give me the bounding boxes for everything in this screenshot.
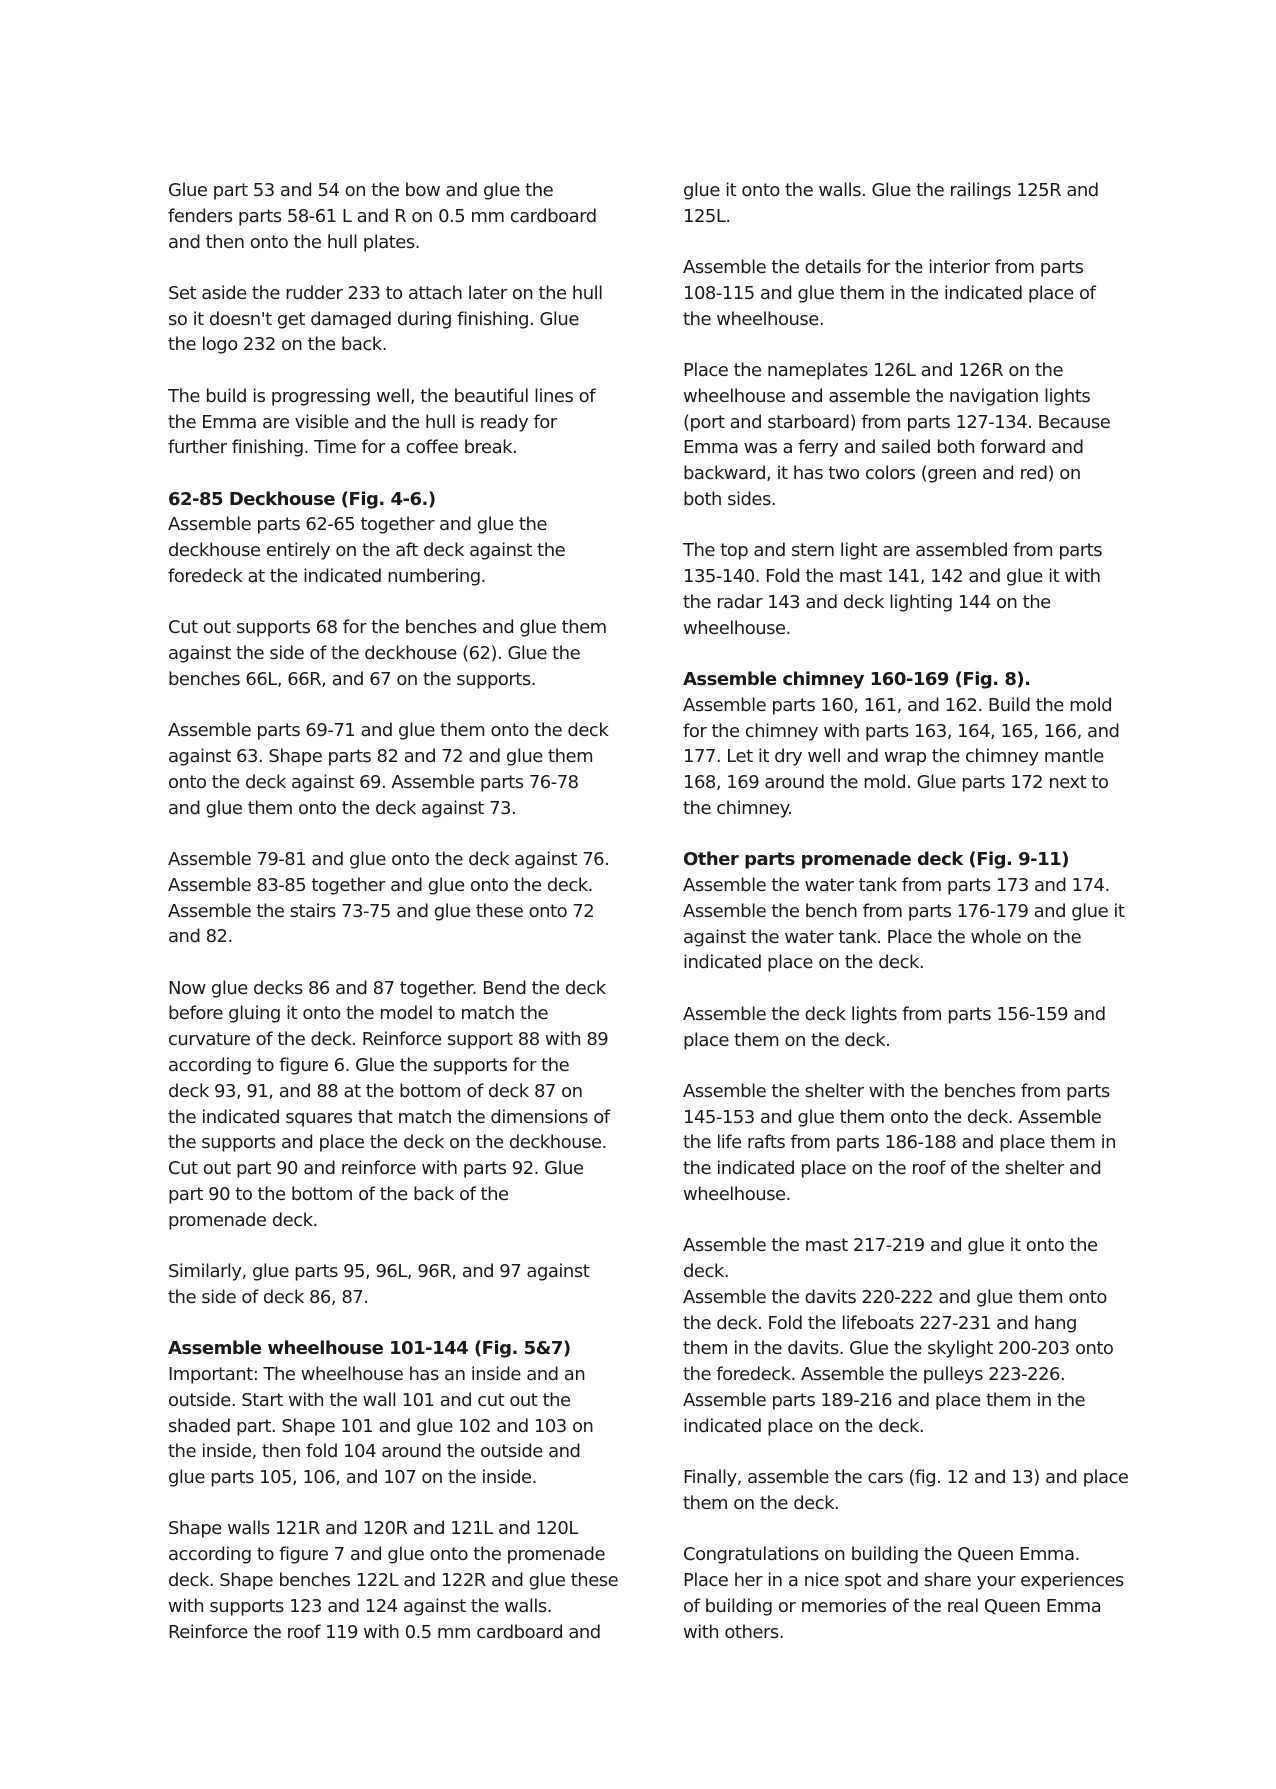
text-line: shaded part. Shape 101 and glue 102 and 103 on [168, 1415, 594, 1437]
text-line: the chimney. [683, 797, 793, 819]
text-line: 135-140. Fold the mast 141, 142 and glue it with [683, 566, 1101, 588]
text-line: the radar 143 and deck lighting 144 on the [683, 591, 1051, 613]
text-line: Assemble the mast 217-219 and glue it onto the [683, 1235, 1098, 1257]
paragraph [168, 1336, 628, 1491]
text-line: outside. Start with the wall 101 and cut out the [168, 1389, 571, 1411]
paragraph [168, 178, 628, 255]
text-line: 145-153 and glue them onto the deck. Assemble [683, 1106, 1102, 1128]
text-line: the indicated place on the roof of the shelter and [683, 1158, 1102, 1180]
text-line: against 63. Shape parts 82 and 72 and glue them [168, 746, 594, 768]
paragraph [683, 847, 1133, 976]
text-line: Cut out part 90 and reinforce with parts 92. Glue [168, 1158, 584, 1180]
text-line: deck. [683, 1261, 730, 1283]
text-line: the deck. Fold the lifeboats 227-231 and hang [683, 1312, 1077, 1334]
paragraph [168, 487, 628, 590]
paragraph [168, 1259, 628, 1311]
text-line: Assemble the bench from parts 176-179 and glue it [683, 900, 1125, 922]
text-line: promenade deck. [168, 1209, 318, 1231]
text-line: 108-115 and glue them in the indicated place of [683, 282, 1096, 304]
section-heading: Assemble wheelhouse 101-144 (Fig. 5&7) [168, 1338, 571, 1360]
text-line: indicated place on the deck. [683, 952, 925, 974]
text-line: Emma was a ferry and sailed both forward and [683, 437, 1084, 459]
text-line: the life rafts from parts 186-188 and place them in [683, 1132, 1116, 1154]
text-line: Important: The wheelhouse has an inside and an [168, 1363, 586, 1385]
text-line: deck 93, 91, and 88 at the bottom of deck 87 on [168, 1080, 583, 1102]
text-line: 168, 169 around the mold. Glue parts 172 next to [683, 772, 1109, 794]
paragraph [683, 1465, 1133, 1517]
text-line: Assemble 79-81 and glue onto the deck against 76. [168, 848, 610, 870]
text-line: the supports and place the deck on the deckhouse. [168, 1132, 607, 1154]
text-line: further finishing. Time for a coffee break. [168, 437, 518, 459]
paragraph [168, 615, 628, 692]
text-line: foredeck at the indicated numbering. [168, 566, 486, 588]
paragraph [683, 178, 1133, 230]
text-line: Assemble the shelter with the benches from parts [683, 1080, 1110, 1102]
text-line: Assemble parts 69-71 and glue them onto the deck [168, 720, 609, 742]
text-line: against the water tank. Place the whole on the [683, 926, 1082, 948]
paragraph [683, 1079, 1133, 1208]
text-line: benches 66L, 66R, and 67 on the supports. [168, 668, 536, 690]
paragraph [683, 255, 1133, 332]
text-line: glue it onto the walls. Glue the railings 125R and [683, 180, 1099, 201]
text-line: fenders parts 58-61 L and R on 0.5 mm cardboard [168, 205, 597, 227]
text-line: The top and stern light are assembled from parts [683, 540, 1103, 562]
text-line: Assemble the davits 220-222 and glue them onto [683, 1286, 1107, 1308]
text-line: the wheelhouse. [683, 308, 825, 330]
text-line: wheelhouse and assemble the navigation lights [683, 385, 1091, 407]
text-line: The build is progressing well, the beautiful lines of [168, 385, 595, 407]
text-line: curvature of the deck. Reinforce support 88 with 89 [168, 1029, 609, 1051]
text-line: the foredeck. Assemble the pulleys 223-226. [683, 1364, 1066, 1386]
paragraph [168, 1516, 628, 1645]
text-line: Now glue decks 86 and 87 together. Bend the deck [168, 977, 606, 999]
paragraph [168, 976, 628, 1234]
text-line: glue parts 105, 106, and 107 on the inside. [168, 1467, 537, 1489]
text-line: Assemble parts 62-65 together and glue the [168, 514, 547, 536]
text-line: Assemble parts 189-216 and place them in the [683, 1390, 1086, 1412]
text-line: Congratulations on building the Queen Emma. [683, 1544, 1080, 1566]
text-line: according to figure 7 and glue onto the promenade [168, 1544, 606, 1566]
text-line: and glue them onto the deck against 73. [168, 797, 517, 819]
paragraph [683, 1233, 1133, 1439]
text-line: the side of deck 86, 87. [168, 1286, 369, 1308]
text-line: so it doesn't get damaged during finishing. Glue [168, 308, 579, 330]
paragraph [683, 667, 1133, 822]
text-line: Similarly, glue parts 95, 96L, 96R, and 97 against [168, 1261, 590, 1283]
text-line: Assemble parts 160, 161, and 162. Build the mold [683, 694, 1113, 716]
text-line: (port and starboard) from parts 127-134. Because [683, 411, 1111, 433]
text-line: with others. [683, 1621, 784, 1643]
text-line: place them on the deck. [683, 1029, 891, 1051]
paragraph [683, 358, 1133, 513]
section-heading: Assemble chimney 160-169 (Fig. 8). [683, 668, 1031, 690]
paragraph [168, 847, 628, 950]
text-line: wheelhouse. [683, 1184, 791, 1205]
text-line: deckhouse entirely on the aft deck against the [168, 540, 566, 562]
text-line: with supports 123 and 124 against the walls. [168, 1595, 553, 1617]
paragraph [168, 281, 628, 358]
text-line: Shape walls 121R and 120R and 121L and 120L [168, 1518, 578, 1540]
left-column [168, 178, 628, 1671]
paragraph [683, 1542, 1133, 1645]
text-line: the indicated squares that match the dimensions of [168, 1106, 610, 1128]
text-line: the logo 232 on the back. [168, 334, 387, 356]
paragraph [168, 718, 628, 821]
text-line: Place her in a nice spot and share your experiences [683, 1570, 1124, 1592]
section-heading: 62-85 Deckhouse (Fig. 4-6.) [168, 488, 436, 510]
paragraph [168, 384, 628, 461]
text-line: Reinforce the roof 119 with 0.5 mm cardboard and [168, 1621, 601, 1643]
text-line: according to figure 6. Glue the supports for the [168, 1055, 570, 1077]
text-line: Assemble the details for the interior from parts [683, 257, 1084, 279]
paragraph [683, 538, 1133, 641]
paragraph [683, 1002, 1133, 1054]
right-column [683, 178, 1133, 1671]
text-line: them on the deck. [683, 1492, 840, 1514]
text-line: part 90 to the bottom of the back of the [168, 1184, 509, 1205]
text-line: against the side of the deckhouse (62). Glue the [168, 643, 581, 665]
text-line: deck. Shape benches 122L and 122R and glue these [168, 1570, 619, 1592]
section-heading: Other parts promenade deck (Fig. 9-11) [683, 849, 1069, 871]
text-line: 177. Let it dry well and wrap the chimney mantle [683, 746, 1104, 768]
text-line: both sides. [683, 488, 777, 510]
text-line: Assemble the stairs 73-75 and glue these onto 72 [168, 900, 595, 922]
text-line: them in the davits. Glue the skylight 200-203 onto [683, 1338, 1114, 1360]
text-line: onto the deck against 69. Assemble parts 76-78 [168, 771, 579, 793]
text-line: for the chimney with parts 163, 164, 165, 166, and [683, 720, 1120, 742]
text-line: Assemble 83-85 together and glue onto the deck. [168, 874, 593, 896]
text-line: backward, it has two colors (green and red) on [683, 463, 1081, 485]
text-line: Assemble the water tank from parts 173 and 174. [683, 875, 1110, 897]
text-line: the inside, then fold 104 around the outside and [168, 1441, 581, 1463]
text-line: Set aside the rudder 233 to attach later on the hull [168, 282, 603, 304]
text-line: Assemble the deck lights from parts 156-159 and [683, 1003, 1106, 1025]
text-line: wheelhouse. [683, 617, 791, 639]
text-line: and 82. [168, 926, 233, 948]
text-line: 125L. [683, 205, 731, 227]
text-line: indicated place on the deck. [683, 1415, 925, 1437]
text-line: before gluing it onto the model to match the [168, 1003, 549, 1025]
text-line: Cut out supports 68 for the benches and glue them [168, 617, 607, 639]
text-line: of building or memories of the real Queen Emma [683, 1595, 1102, 1617]
text-line: Place the nameplates 126L and 126R on the [683, 359, 1064, 381]
text-line: and then onto the hull plates. [168, 231, 420, 253]
text-line: Glue part 53 and 54 on the bow and glue the [168, 180, 554, 201]
text-line: Finally, assemble the cars (fig. 12 and 13) and place [683, 1467, 1129, 1489]
text-line: the Emma are visible and the hull is ready for [168, 411, 557, 433]
